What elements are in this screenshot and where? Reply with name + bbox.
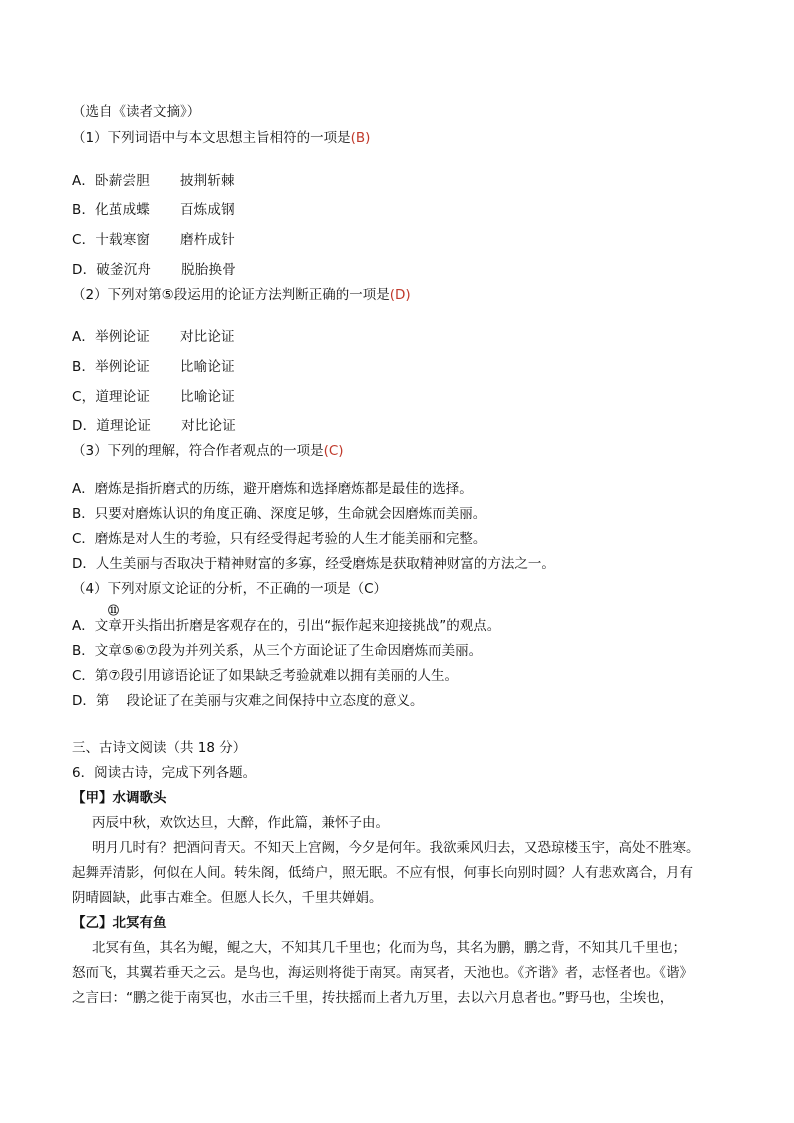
q2-option-d: D．道理论证 对比论证 [72,418,236,434]
q3-option-c: C．磨炼是对人生的考验，只有经受得起考验的人生才能美丽和完整。 [72,531,487,547]
text-yi-line: 北冥有鱼，其名为鲲，鲲之大，不知其几千里也；化而为鸟，其名为鹏，鹏之背，不知其几千里也； [92,940,686,956]
q2-stem [72,287,411,303]
q2-option-b: B．举例论证 比喻论证 [72,359,235,375]
q1-stem-text: （1）下列词语中与本文思想主旨相符的一项是 [72,130,351,146]
q3-option-b: B．只要对磨炼认识的角度正确、深度足够，生命就会因磨炼而美丽。 [72,506,487,522]
q4-option-b: B．文章⑤⑥⑦段为并列关系，从三个方面论证了生命因磨炼而美丽。 [72,643,483,659]
q4-option-c: C．第⑦段引用谚语论证了如果缺乏考验就难以拥有美丽的人生。 [72,668,459,684]
text-yi-line: 怒而飞，其翼若垂天之云。是鸟也，海运则将徙于南冥。南冥者，天池也。《齐谐》者，志怪者也。《谐》 [72,965,693,981]
q4-stem: （4）下列对原文论证的分析，不正确的一项是（C） [72,581,388,597]
poem-jia-title: 【甲】水调歌头 [72,790,167,806]
q1-option-d: D．破釜沉舟 脱胎换骨 [72,262,236,278]
poem-jia-preface: 丙辰中秋，欢饮达旦，大醉，作此篇，兼怀子由。 [92,815,389,831]
q1-answer: (B) [350,130,371,146]
q4-option-a: A．文章开头指出折磨是客观存在的，引出“振作起来迎接挑战”的观点。 [72,618,501,634]
q2-stem-text: （2）下列对第⑤段运用的论证方法判断正确的一项是 [72,287,390,303]
q3-option-d: D．人生美丽与否取决于精神财富的多寡，经受磨炼是获取精神财富的方法之一。 [72,556,555,572]
poem-jia-line: 明月几时有？把酒问青天。不知天上宫阙，今夕是何年。我欲乘风归去，又恐琼楼玉宇，高处不胜寒。 [92,840,700,856]
q1-option-b: B．化茧成蝶 百炼成钢 [72,202,235,218]
text-yi-line: 之言曰：“鹏之徙于南冥也，水击三千里，抟扶摇而上者九万里，去以六月息者也。”野马也，尘埃也， [72,990,674,1006]
circled-mark-11: ⑪ [108,604,119,617]
q4-option-d: D．第 段论证了在美丽与灾难之间保持中立态度的意义。 [72,693,424,709]
q3-stem-text: （3）下列的理解，符合作者观点的一项是 [72,443,324,459]
q3-stem [72,443,344,459]
q3-answer: (C) [323,443,344,459]
q3-option-a: A．磨炼是指折磨式的历练，避开磨炼和选择磨炼都是最佳的选择。 [72,481,473,497]
q6-instruction: 6．阅读古诗，完成下列各题。 [72,765,257,781]
poem-jia-line: 起舞弄清影，何似在人间。转朱阁，低绮户，照无眠。不应有恨，何事长向别时圆？人有悲欢离合，月有 [72,865,693,881]
source-line: （选自《读者文摘》） [72,104,201,120]
q1-stem [72,130,370,146]
q1-option-a: A．卧薪尝胆 披荆斩棘 [72,173,235,189]
q2-answer: (D) [389,287,411,303]
q2-option-a: A．举例论证 对比论证 [72,329,235,345]
text-yi-title: 【乙】北冥有鱼 [72,915,167,931]
section3-heading: 三、古诗文阅读（共 18 分） [72,740,247,756]
q1-option-c: C．十载寒窗 磨杵成针 [72,232,235,248]
q2-option-c: C，道理论证 比喻论证 [72,389,235,405]
poem-jia-line: 阴晴圆缺，此事古难全。但愿人长久，千里共婵娟。 [72,890,383,906]
